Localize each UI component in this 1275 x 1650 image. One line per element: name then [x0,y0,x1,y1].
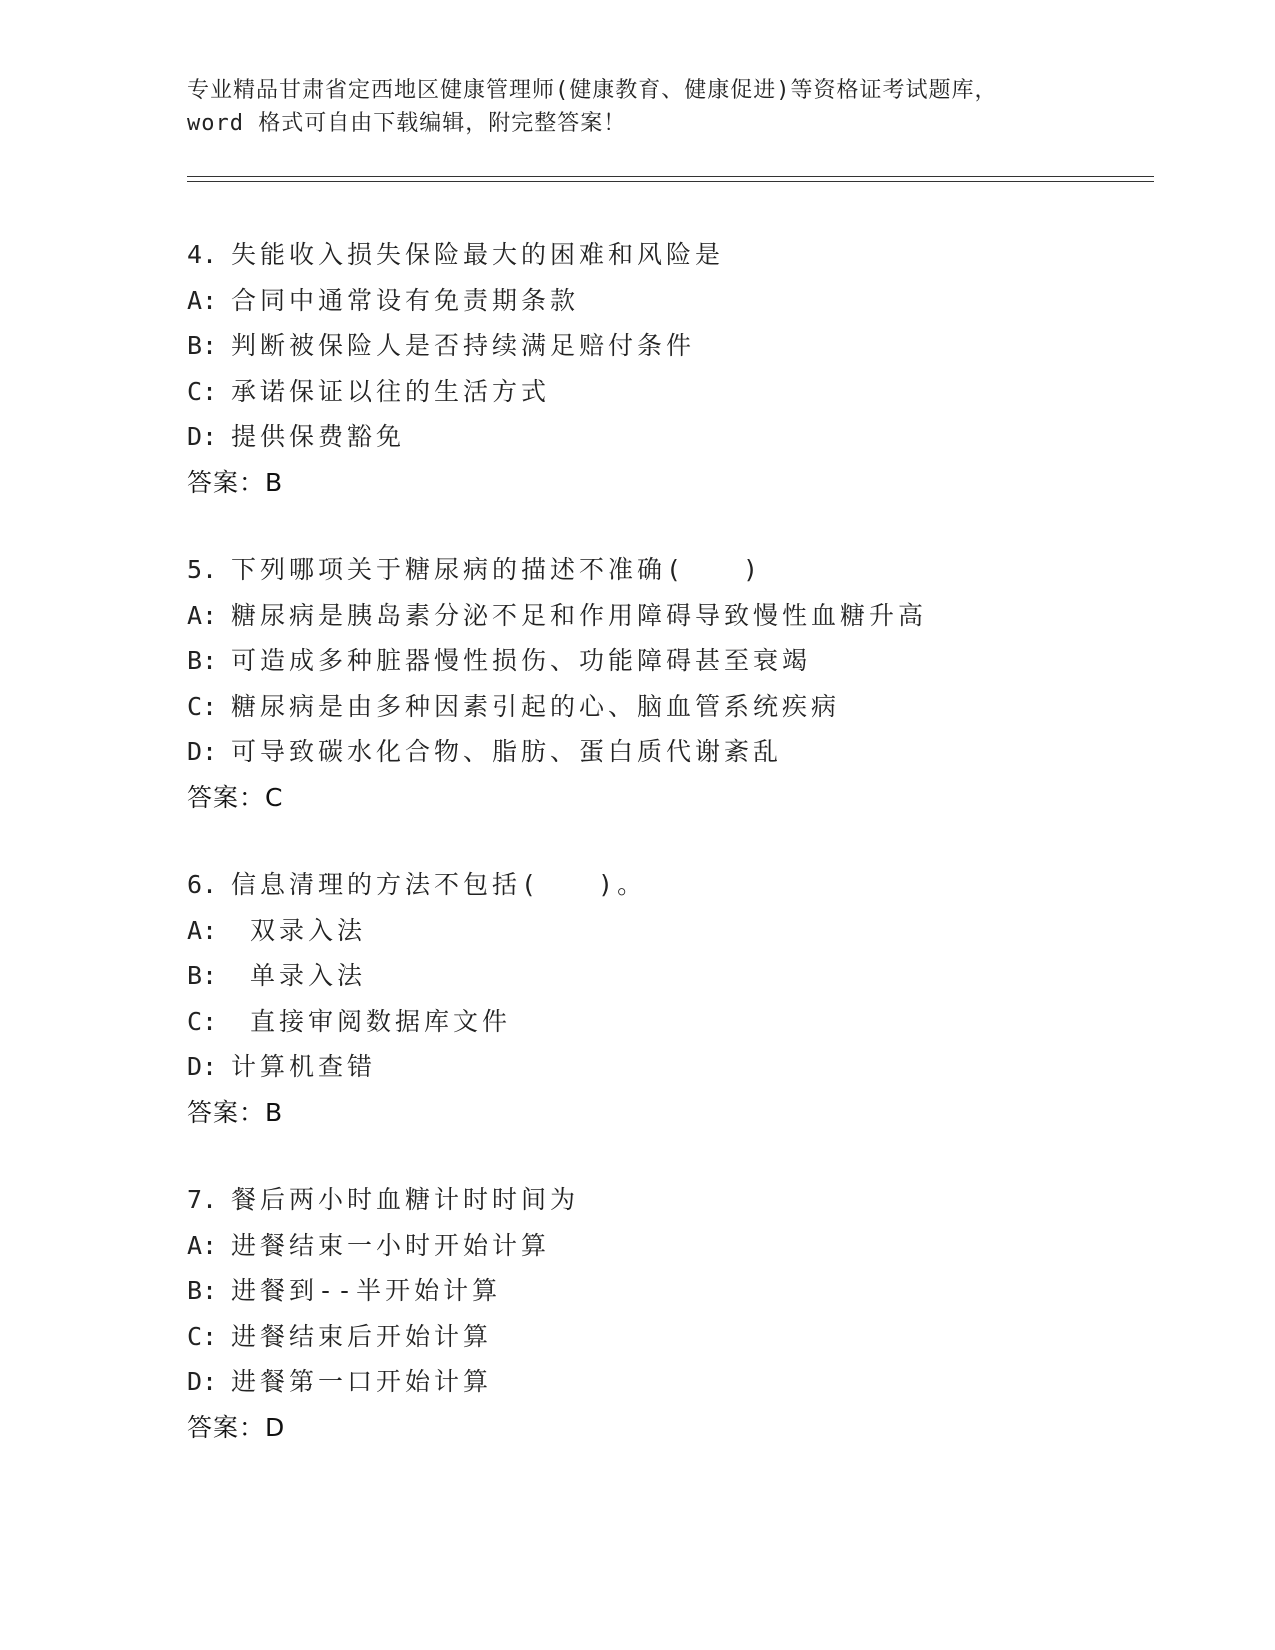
question-list [187,232,1147,1450]
header-divider-bottom [187,181,1154,182]
option-c [187,684,1147,730]
option-text: 进餐结束一小时开始计算 [231,1230,551,1260]
option-text: 提供保费豁免 [231,422,406,451]
option-text: 计算机查错 [231,1052,377,1081]
option-letter: A: [187,600,218,630]
option-letter: D: [187,1367,218,1396]
option-letter: D: [187,737,218,766]
option-text: 双录入法 [231,915,367,945]
option-text: 判断被保险人是否持续满足赔付条件 [231,331,696,360]
option-text: 糖尿病是胰岛素分泌不足和作用障碍导致慢性血糖升高 [231,600,928,630]
option-letter: A: [187,285,218,315]
question-item [187,1177,1147,1450]
header-title-line-1: 专业精品甘肃省定西地区健康管理师(健康教育、健康促进)等资格证考试题库， [187,78,998,103]
document-header [187,74,1137,140]
option-letter: D: [187,1052,218,1081]
option-letter: B: [187,961,218,990]
option-a [187,1223,1147,1269]
option-letter: A: [187,1230,218,1260]
question-item [187,547,1147,820]
question-text: 信息清理的方法不包括( )。 [231,870,647,899]
option-letter: B: [187,1276,218,1305]
option-text: 直接审阅数据库文件 [231,1006,512,1036]
option-b [187,638,1147,684]
header-divider-top [187,176,1154,177]
option-letter: C: [187,376,218,406]
option-text: 进餐第一口开始计算 [231,1367,493,1396]
option-b [187,1268,1147,1314]
option-letter: C: [187,1321,218,1351]
option-text: 进餐到--半开始计算 [231,1276,502,1305]
option-text: 承诺保证以往的生活方式 [231,376,551,406]
answer-line: 答案：C [187,782,284,812]
option-letter: B: [187,331,218,360]
option-d [187,1044,1147,1090]
option-c [187,1314,1147,1360]
option-a [187,908,1147,954]
option-d [187,729,1147,775]
option-b [187,323,1147,369]
option-text: 单录入法 [231,961,367,990]
question-stem [187,1177,1147,1223]
question-stem [187,232,1147,278]
option-text: 可造成多种脏器慢性损伤、功能障碍甚至衰竭 [231,646,812,675]
option-text: 合同中通常设有免责期条款 [231,285,580,315]
question-text: 餐后两小时血糖计时时间为 [231,1185,580,1214]
header-title-line-2: word 格式可自由下载编辑，附完整答案！ [187,111,627,136]
question-number: 4. [187,240,218,269]
question-number: 7. [187,1185,218,1214]
option-c [187,369,1147,415]
option-letter: B: [187,646,218,675]
option-text: 可导致碳水化合物、脂肪、蛋白质代谢紊乱 [231,737,783,766]
question-stem [187,862,1147,908]
question-item [187,862,1147,1135]
option-d [187,1359,1147,1405]
option-a [187,593,1147,639]
option-letter: C: [187,691,218,721]
question-stem [187,547,1147,593]
answer-line: 答案：B [187,1097,284,1127]
answer-line: 答案：B [187,467,284,497]
answer-line: 答案：D [187,1412,286,1442]
question-number: 5. [187,555,218,584]
option-letter: C: [187,1006,218,1036]
question-item [187,232,1147,505]
question-text: 下列哪项关于糖尿病的描述不准确( ) [231,555,763,584]
option-letter: A: [187,915,218,945]
option-text: 糖尿病是由多种因素引起的心、脑血管系统疾病 [231,691,841,721]
question-number: 6. [187,870,218,899]
question-text: 失能收入损失保险最大的困难和风险是 [231,240,725,269]
option-c [187,999,1147,1045]
option-text: 进餐结束后开始计算 [231,1321,493,1351]
option-b [187,953,1147,999]
option-a [187,278,1147,324]
option-letter: D: [187,422,218,451]
option-d [187,414,1147,460]
